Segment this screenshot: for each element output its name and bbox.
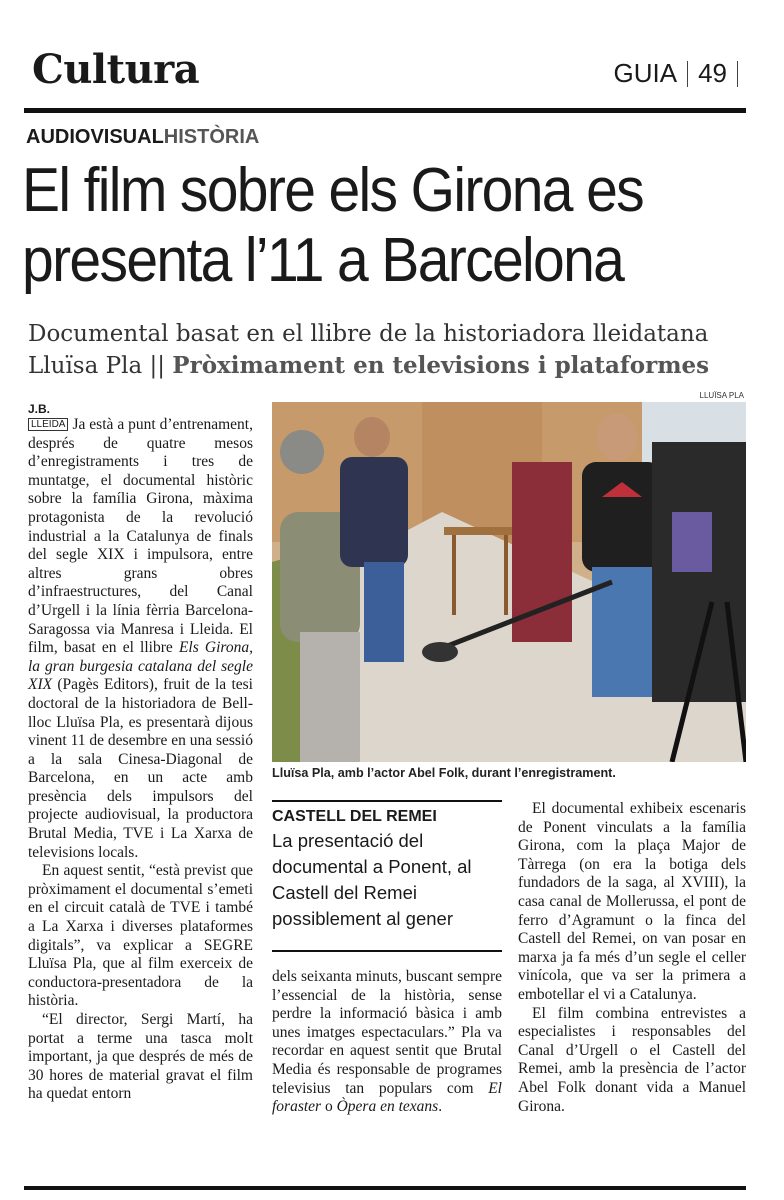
paragraph: dels seixanta minuts, buscant sempre l’essencial de la història, sense perdre la informació bàsica i amb unes imatges espectaculars.” Pla va recordar en aquest sentit que Brutal Media és responsable de programes televisius tan populars com El foraster o Òpera en texans.: [272, 968, 502, 1116]
page-number: 49: [698, 58, 727, 88]
article-kicker: [26, 126, 259, 149]
section-title: Cultura: [32, 46, 200, 93]
subheadline: [28, 318, 758, 382]
divider: [737, 61, 738, 87]
paragraph: El documental exhibeix escenaris de Ponent vinculats a la família Girona, com la plaça Major de Tàrrega (on era la botiga dels fundadors de la saga, al XVIII), la casa canal de Mollerussa, el pont de ferro d’Agramunt o la finca del Castell del Remei, on van posar en marxa ja fa més d’un segle el celler vinícola, que va ser la primera a embotellar el vi a Catalunya.: [518, 800, 746, 1003]
photo-caption: Lluïsa Pla, amb l’actor Abel Folk, durant l’enregistrament.: [272, 766, 616, 780]
page-header: [28, 36, 748, 96]
article-column-1: [28, 416, 253, 1104]
article-column-3: [518, 800, 746, 1116]
show-title: Òpera en texans: [336, 1098, 439, 1116]
headline: [22, 156, 694, 296]
show-title: El foraster: [272, 1079, 502, 1116]
article-column-2: [272, 968, 502, 1117]
paragraph: LLEIDA Ja està a punt d’entrenament, després de quatre mesos d’enregistraments i tres de muntatge, el documental històric sobre la família Girona, màxima protagonista de la revolució industrial a la Catalunya de finals del segle XIX i impulsora, entre altres grans obres d’infraestructures, del Canal d’Urgell i la línia fèrria Barcelona-Saragossa via Manresa i Lleida. El film, basat en el llibre Els Girona, la gran burgesia catalana del segle XIX (Pagès Editors), fruit de la tesi doctoral de la historiadora de Bell-lloc Lluïsa Pla, es presentarà dijous vinent 11 de desembre en una sessió a la sala Cinesa-Diagonal de Barcelona, en un acte amb presència dels impulsors del projecte audiovisual, la productora Brutal Media, TVE i La Xarxa de televisions locals.: [28, 416, 253, 861]
photo-credit: LLUÏSA PLA: [699, 391, 744, 400]
article-photo: [272, 402, 746, 762]
sidebar-title: CASTELL DEL REMEI: [272, 800, 502, 826]
footer-rule: [24, 1186, 746, 1190]
kicker-primary: AUDIOVISUAL: [26, 126, 164, 148]
paragraph: El film combina entrevistes a especialistes i responsables del Canal d’Urgell o el Castell del Remei, amb la presència de l’actor Abel Folk donant vida a Manuel Girona.: [518, 1004, 746, 1115]
headline-line: presenta l’11 a Barcelona: [22, 226, 624, 295]
subhead-line: Documental basat en el llibre de la historiadora lleidatana: [28, 321, 709, 347]
sidebar-text: La presentació del documental a Ponent, al Castell del Remei possiblement al gener: [272, 830, 472, 929]
sidebar-rule: [272, 950, 502, 952]
photo-illustration: [272, 402, 746, 762]
page-meta: [614, 58, 749, 89]
subhead-highlight: Pròximament en televisions i plataformes: [172, 352, 710, 379]
byline: J.B.: [28, 402, 51, 416]
location-tag: LLEIDA: [28, 418, 68, 431]
paragraph: En aquest sentit, “està previst que pròximament el documental s’emeti en el circuit català de TVE i també a La Xarxa i diverses plataformes digitals”, va explicar a SEGRE Lluïsa Pla, que al film exerceix de conductora-presentadora de la història.: [28, 862, 253, 1010]
header-rule: [24, 108, 746, 113]
divider: [687, 61, 688, 87]
headline-line: El film sobre els Girona es: [22, 156, 643, 225]
subhead-line: [28, 350, 758, 382]
book-title: Els Girona, la gran burgesia catalana del segle XIX: [28, 639, 253, 694]
guide-label: GUIA: [613, 58, 678, 88]
paragraph: “El director, Sergi Martí, ha portat a terme una tasca molt important, ja que després de més de 30 hores de material gravat el film ha quedat entorn: [28, 1011, 253, 1103]
subhead-author: Lluïsa Pla ||: [28, 353, 173, 379]
kicker-secondary: HISTÒRIA: [163, 126, 260, 148]
